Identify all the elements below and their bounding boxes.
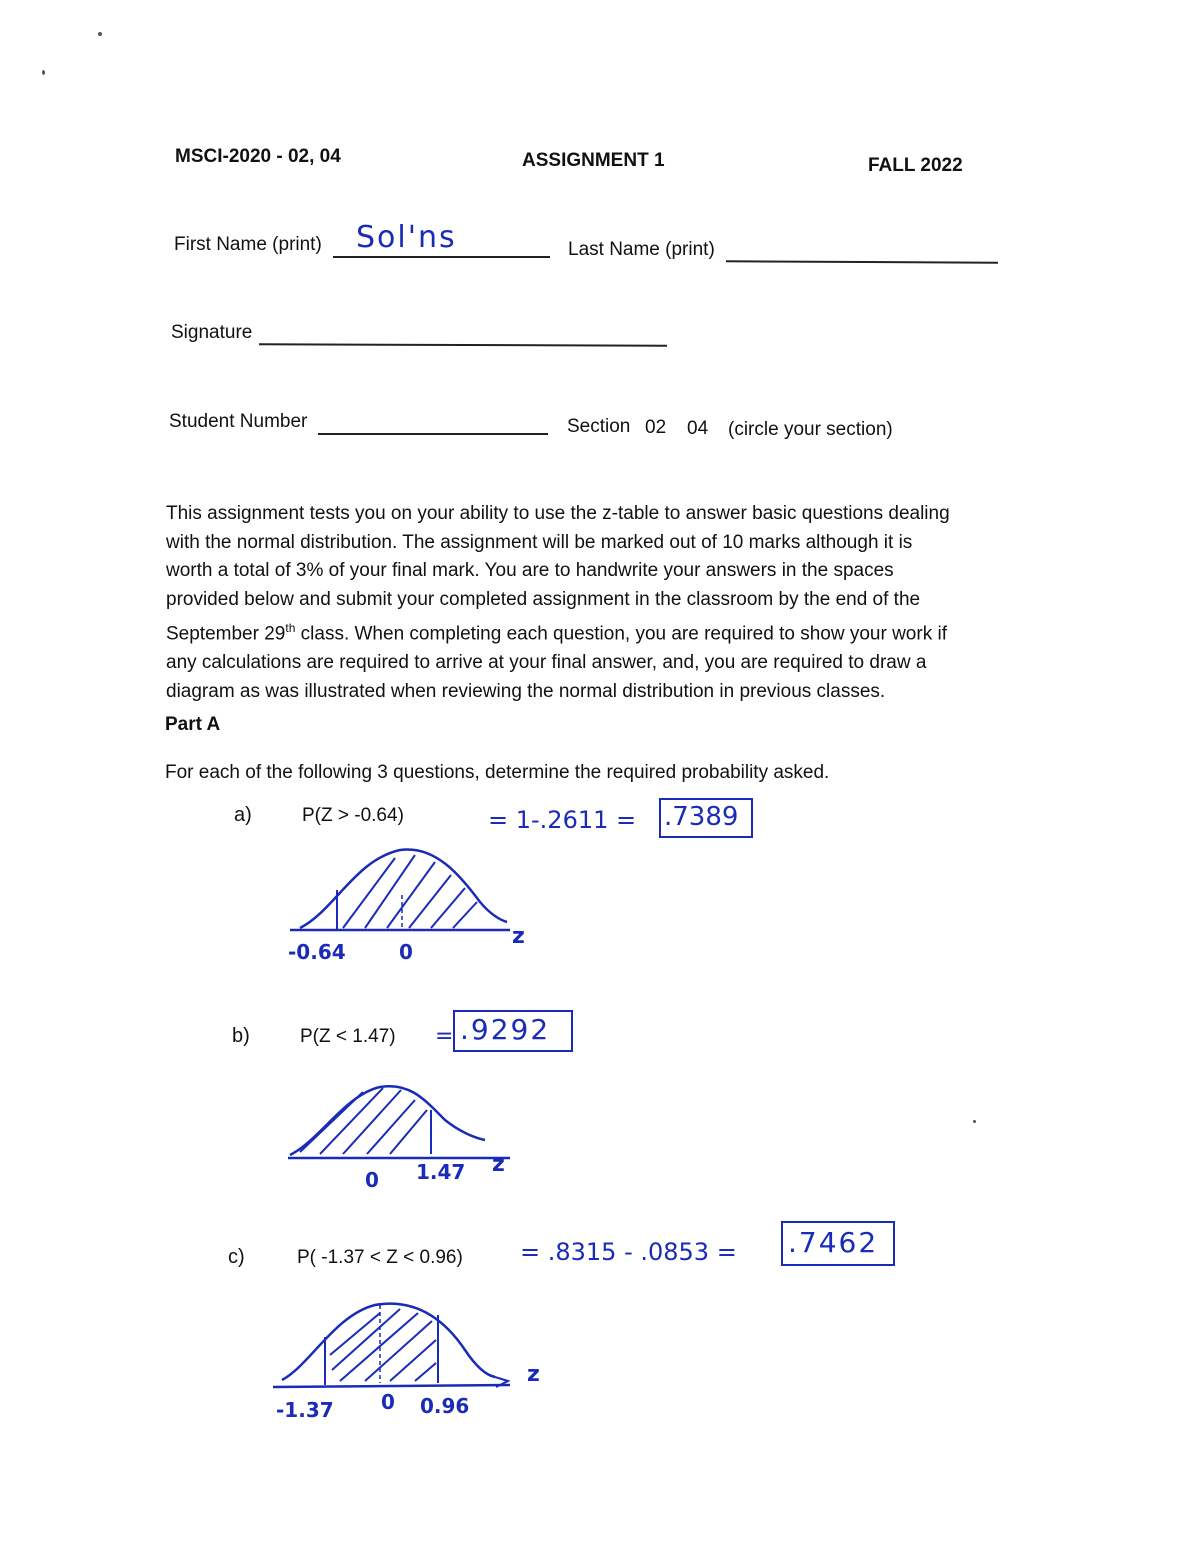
intro-line-rest: class. When completing each question, you are required to show your work if: [295, 623, 947, 645]
question-a-work: = 1-.2611 =: [488, 806, 637, 834]
course-code: MSCI-2020 - 02, 04: [175, 146, 341, 167]
student-number-label: Student Number: [169, 411, 308, 432]
section-label: Section: [567, 416, 631, 437]
question-b-label-cutoff: 1.47: [416, 1160, 466, 1184]
student-number-field[interactable]: [318, 433, 548, 435]
first-name-label: First Name (print): [174, 234, 322, 255]
question-c-letter: c): [228, 1246, 245, 1268]
question-c-normal-curve-sketch: [270, 1295, 530, 1395]
question-b-label-mean: 0: [365, 1168, 379, 1192]
signature-field[interactable]: [259, 343, 667, 346]
first-name-field[interactable]: [333, 256, 550, 258]
question-c-work: = .8315 - .0853 =: [520, 1238, 737, 1266]
intro-line: with the normal distribution. The assignment will be marked out of 10 marks although it is: [166, 531, 913, 553]
question-c-expression: P( -1.37 < Z < 0.96): [297, 1247, 463, 1268]
question-c-label-z: z: [527, 1362, 540, 1387]
intro-date: September 29: [166, 623, 286, 645]
question-c-label-right-cutoff: 0.96: [420, 1394, 470, 1418]
question-b-normal-curve-sketch: [285, 1080, 525, 1170]
scan-speck: [973, 1120, 976, 1123]
question-c-label-left-cutoff: -1.37: [276, 1398, 334, 1422]
intro-line: [166, 614, 996, 649]
question-c-label-mean: 0: [381, 1390, 395, 1414]
question-a-letter: a): [234, 804, 252, 826]
last-name-label: Last Name (print): [568, 239, 715, 260]
question-a-normal-curve-sketch: [285, 840, 545, 950]
question-b-label-z: z: [492, 1152, 505, 1177]
intro-line: provided below and submit your completed assignment in the classroom by the end of the: [166, 588, 921, 610]
intro-line: This assignment tests you on your ability to use the z-table to answer basic questions dealing: [166, 503, 950, 524]
intro-line: diagram as was illustrated when reviewing the normal distribution in previous classes.: [166, 680, 886, 702]
intro-paragraph: [166, 500, 996, 706]
question-b-work: =: [435, 1024, 454, 1049]
axis-line: [273, 1385, 510, 1387]
bell-curve: [290, 1086, 485, 1155]
question-a-answer: .7389: [664, 802, 739, 832]
question-a-label-z: z: [512, 924, 525, 949]
scan-speck: [42, 70, 45, 75]
part-instructions: For each of the following 3 questions, determine the required probability asked.: [165, 762, 830, 783]
question-a-expression: P(Z > -0.64): [302, 805, 404, 826]
intro-line: any calculations are required to arrive at your final answer, and, you are required to draw a: [166, 652, 927, 674]
bell-curve: [300, 849, 507, 928]
section-hint: (circle your section): [728, 419, 893, 440]
term: FALL 2022: [868, 155, 963, 176]
bell-curve: [282, 1304, 495, 1380]
last-name-field[interactable]: [726, 260, 998, 263]
question-c-answer: .7462: [788, 1226, 879, 1259]
question-a-label-cutoff: -0.64: [288, 940, 346, 964]
section-option-02[interactable]: 02: [645, 417, 667, 438]
question-b-expression: P(Z < 1.47): [300, 1026, 396, 1047]
scan-speck: [98, 32, 102, 36]
first-name-value: Sol'ns: [356, 220, 457, 255]
assignment-title: ASSIGNMENT 1: [522, 150, 665, 171]
question-a-label-mean: 0: [399, 940, 413, 964]
signature-label: Signature: [171, 322, 253, 343]
question-b-letter: b): [232, 1025, 250, 1047]
section-option-04[interactable]: 04: [687, 418, 709, 439]
shading-hatch: [300, 1088, 427, 1154]
intro-line: worth a total of 3% of your final mark. You are to handwrite your answers in the spaces: [166, 560, 894, 582]
intro-date-suffix: th: [285, 621, 296, 636]
part-title: Part A: [165, 714, 221, 735]
shading-hatch: [343, 855, 477, 928]
question-b-answer: .9292: [460, 1013, 551, 1046]
